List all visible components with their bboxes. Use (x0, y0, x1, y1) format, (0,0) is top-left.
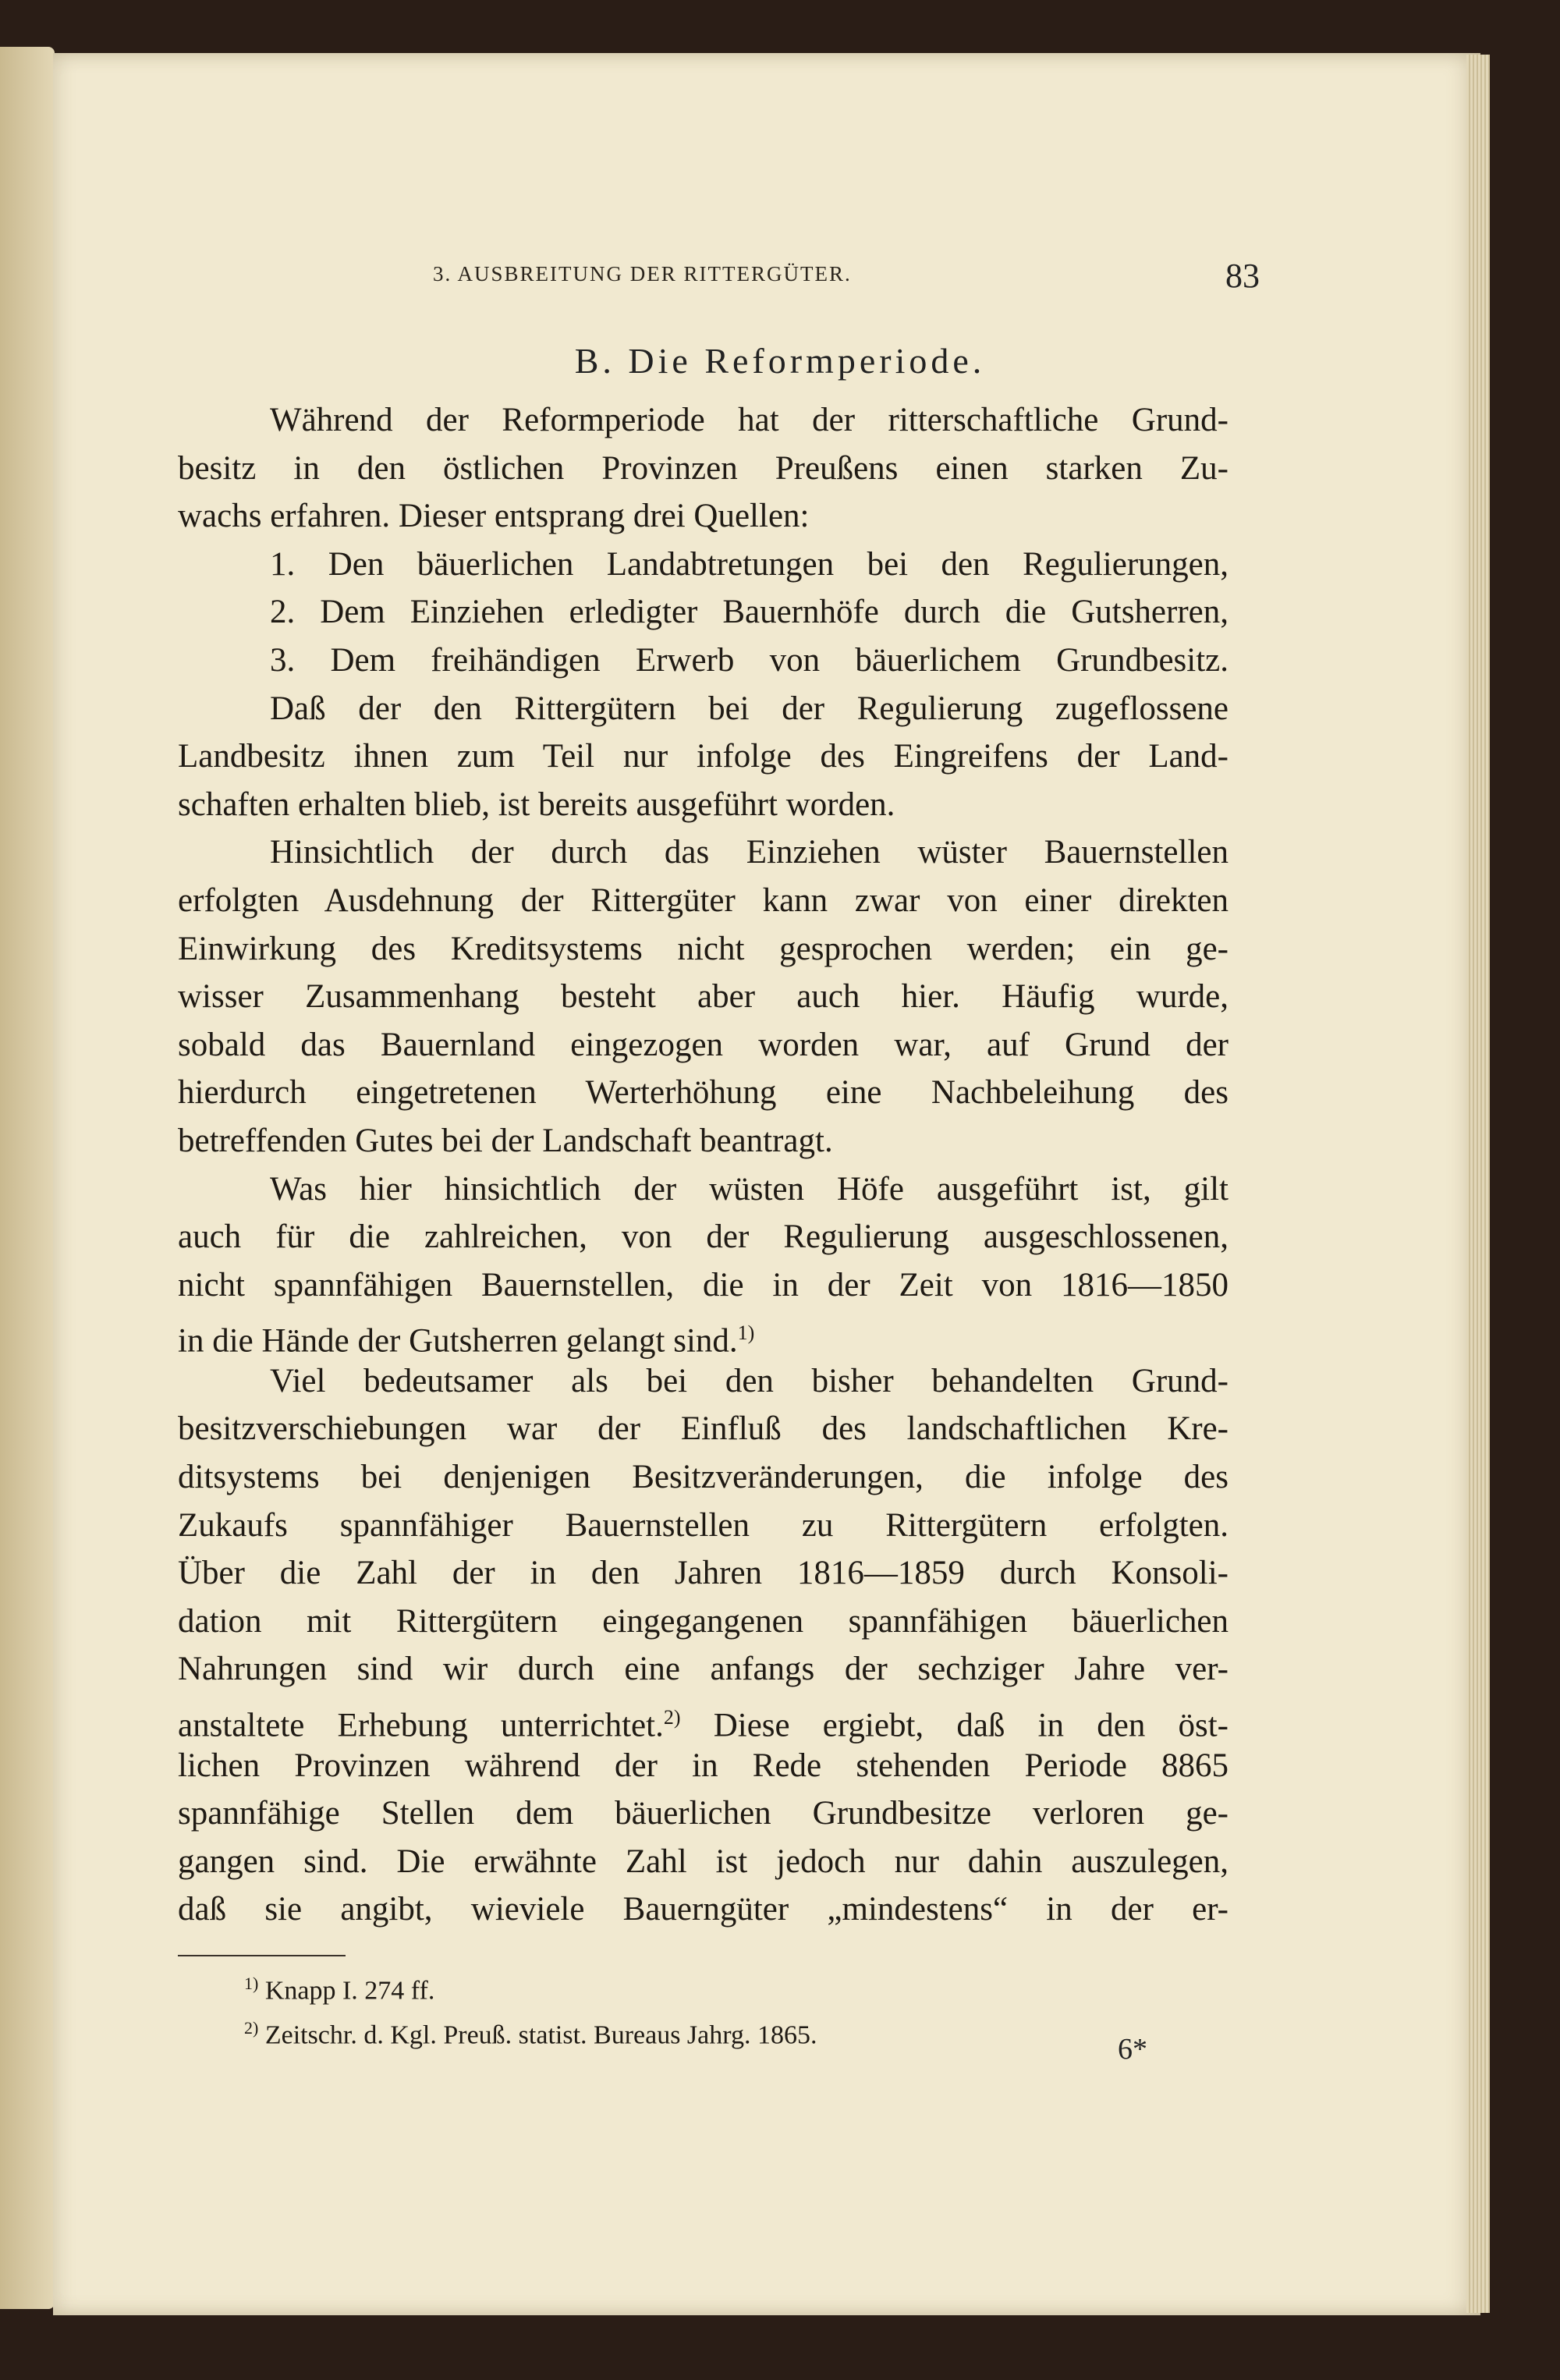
footnote-rule (178, 1955, 346, 1956)
text-line: spannfähige Stellen dem bäuerlichen Grundbesitze verloren ge- (178, 1795, 1228, 1832)
text-line: lichen Provinzen während der in Rede stehenden Periode 8865 (178, 1747, 1228, 1784)
footnote-ref-2[interactable]: 2) (663, 1706, 681, 1729)
text-line: Während der Reformperiode hat der ritterschaftliche Grund- (270, 402, 1228, 438)
text-line: Landbesitz ihnen zum Teil nur infolge des Eingreifens der Land- (178, 738, 1228, 775)
list-item: 2. Dem Einziehen erledigter Bauernhöfe durch die Gutsherren, (270, 594, 1228, 631)
text-line: ditsystems bei denjenigen Besitzveränderungen, die infolge des (178, 1459, 1228, 1496)
text-line: daß sie angibt, wieviele Bauerngüter „mindestens“ in der er- (178, 1891, 1228, 1928)
section-title: B. Die Reformperiode. (574, 341, 986, 381)
footnotes (244, 1965, 1102, 2055)
footnote-text: Knapp I. 274 ff. (264, 1976, 435, 2006)
text-line: Viel bedeutsamer als bei den bisher behandelten Grund- (270, 1362, 1228, 1399)
text-line: dation mit Rittergütern eingegangenen spannfähigen bäuerlichen (178, 1602, 1228, 1640)
text-line: Nahrungen sind wir durch eine anfangs der sechziger Jahre ver- (178, 1651, 1228, 1688)
text-line (178, 1309, 1228, 1360)
running-head (433, 257, 1260, 303)
text-fragment: in die Hände der Gutsherren gelangt sind. (178, 1322, 738, 1360)
text-line: gangen sind. Die erwähnte Zahl ist jedoch nur dahin auszulegen, (178, 1843, 1228, 1880)
body-text (178, 396, 1228, 1934)
running-head-title: 3. AUSBREITUNG DER RITTERGÜTER. (433, 262, 852, 286)
text-line: wisser Zusammenhang besteht aber auch hier. Häufig wurde, (178, 978, 1228, 1016)
text-line: nicht spannfähigen Bauernstellen, die in der Zeit von 1816—1850 (178, 1266, 1228, 1304)
text-line: Zukaufs spannfähiger Bauernstellen zu Rittergütern erfolgten. (178, 1506, 1228, 1544)
text-line (178, 1694, 1228, 1742)
footnote (244, 1965, 1102, 2009)
text-line: besitzverschiebungen war der Einfluß des landschaftlichen Kre- (178, 1410, 1228, 1448)
text-line: Über die Zahl der in den Jahren 1816—1859 durch Konsoli- (178, 1555, 1228, 1592)
footnote-ref-1[interactable]: 1) (737, 1321, 755, 1345)
text-line: erfolgten Ausdehnung der Rittergüter kann zwar von einer direkten (178, 881, 1228, 919)
text-line: hierdurch eingetretenen Werterhöhung eine Nachbeleihung des (178, 1074, 1228, 1112)
text-line: Einwirkung des Kreditsystems nicht gesprochen werden; ein ge- (178, 930, 1228, 967)
text-fragment: Diese ergiebt, daß in den öst- (713, 1707, 1229, 1744)
text-line: besitz in den östlichen Provinzen Preußens einen starken Zu- (178, 449, 1228, 487)
text-line: Was hier hinsichtlich der wüsten Höfe ausgeführt ist, gilt (270, 1170, 1228, 1208)
signature-mark: 6* (1118, 2033, 1147, 2066)
page-stack-edge (1466, 55, 1490, 2313)
text-fragment: anstaltete Erhebung unterrichtet. (178, 1707, 664, 1744)
footnote (244, 2009, 1102, 2054)
footnote-text: Zeitschr. d. Kgl. Preuß. statist. Bureaus Jahrg. 1865. (264, 2020, 817, 2050)
previous-page-edge (0, 47, 55, 2309)
text-line: betreffenden Gutes bei der Landschaft beantragt. (178, 1122, 833, 1159)
footnote-mark: 2) (244, 2018, 259, 2038)
text-line: Daß der den Rittergütern bei der Regulierung zugeflossene (270, 690, 1228, 727)
text-line: schaften erhalten blieb, ist bereits ausgeführt worden. (178, 786, 895, 823)
text-line: auch für die zahlreichen, von der Regulierung ausgeschlossenen, (178, 1218, 1228, 1256)
list-item: 3. Dem freihändigen Erwerb von bäuerlichem Grundbesitz. (270, 641, 1228, 679)
text-line: sobald das Bauernland eingezogen worden war, auf Grund der (178, 1026, 1228, 1063)
page-number: 83 (1225, 257, 1260, 295)
text-line: wachs erfahren. Dieser entsprang drei Quellen: (178, 498, 810, 535)
footnote-mark: 1) (244, 1974, 259, 1993)
list-item: 1. Den bäuerlichen Landabtretungen bei den Regulierungen, (270, 545, 1228, 583)
text-line: Hinsichtlich der durch das Einziehen wüster Bauernstellen (270, 834, 1228, 871)
